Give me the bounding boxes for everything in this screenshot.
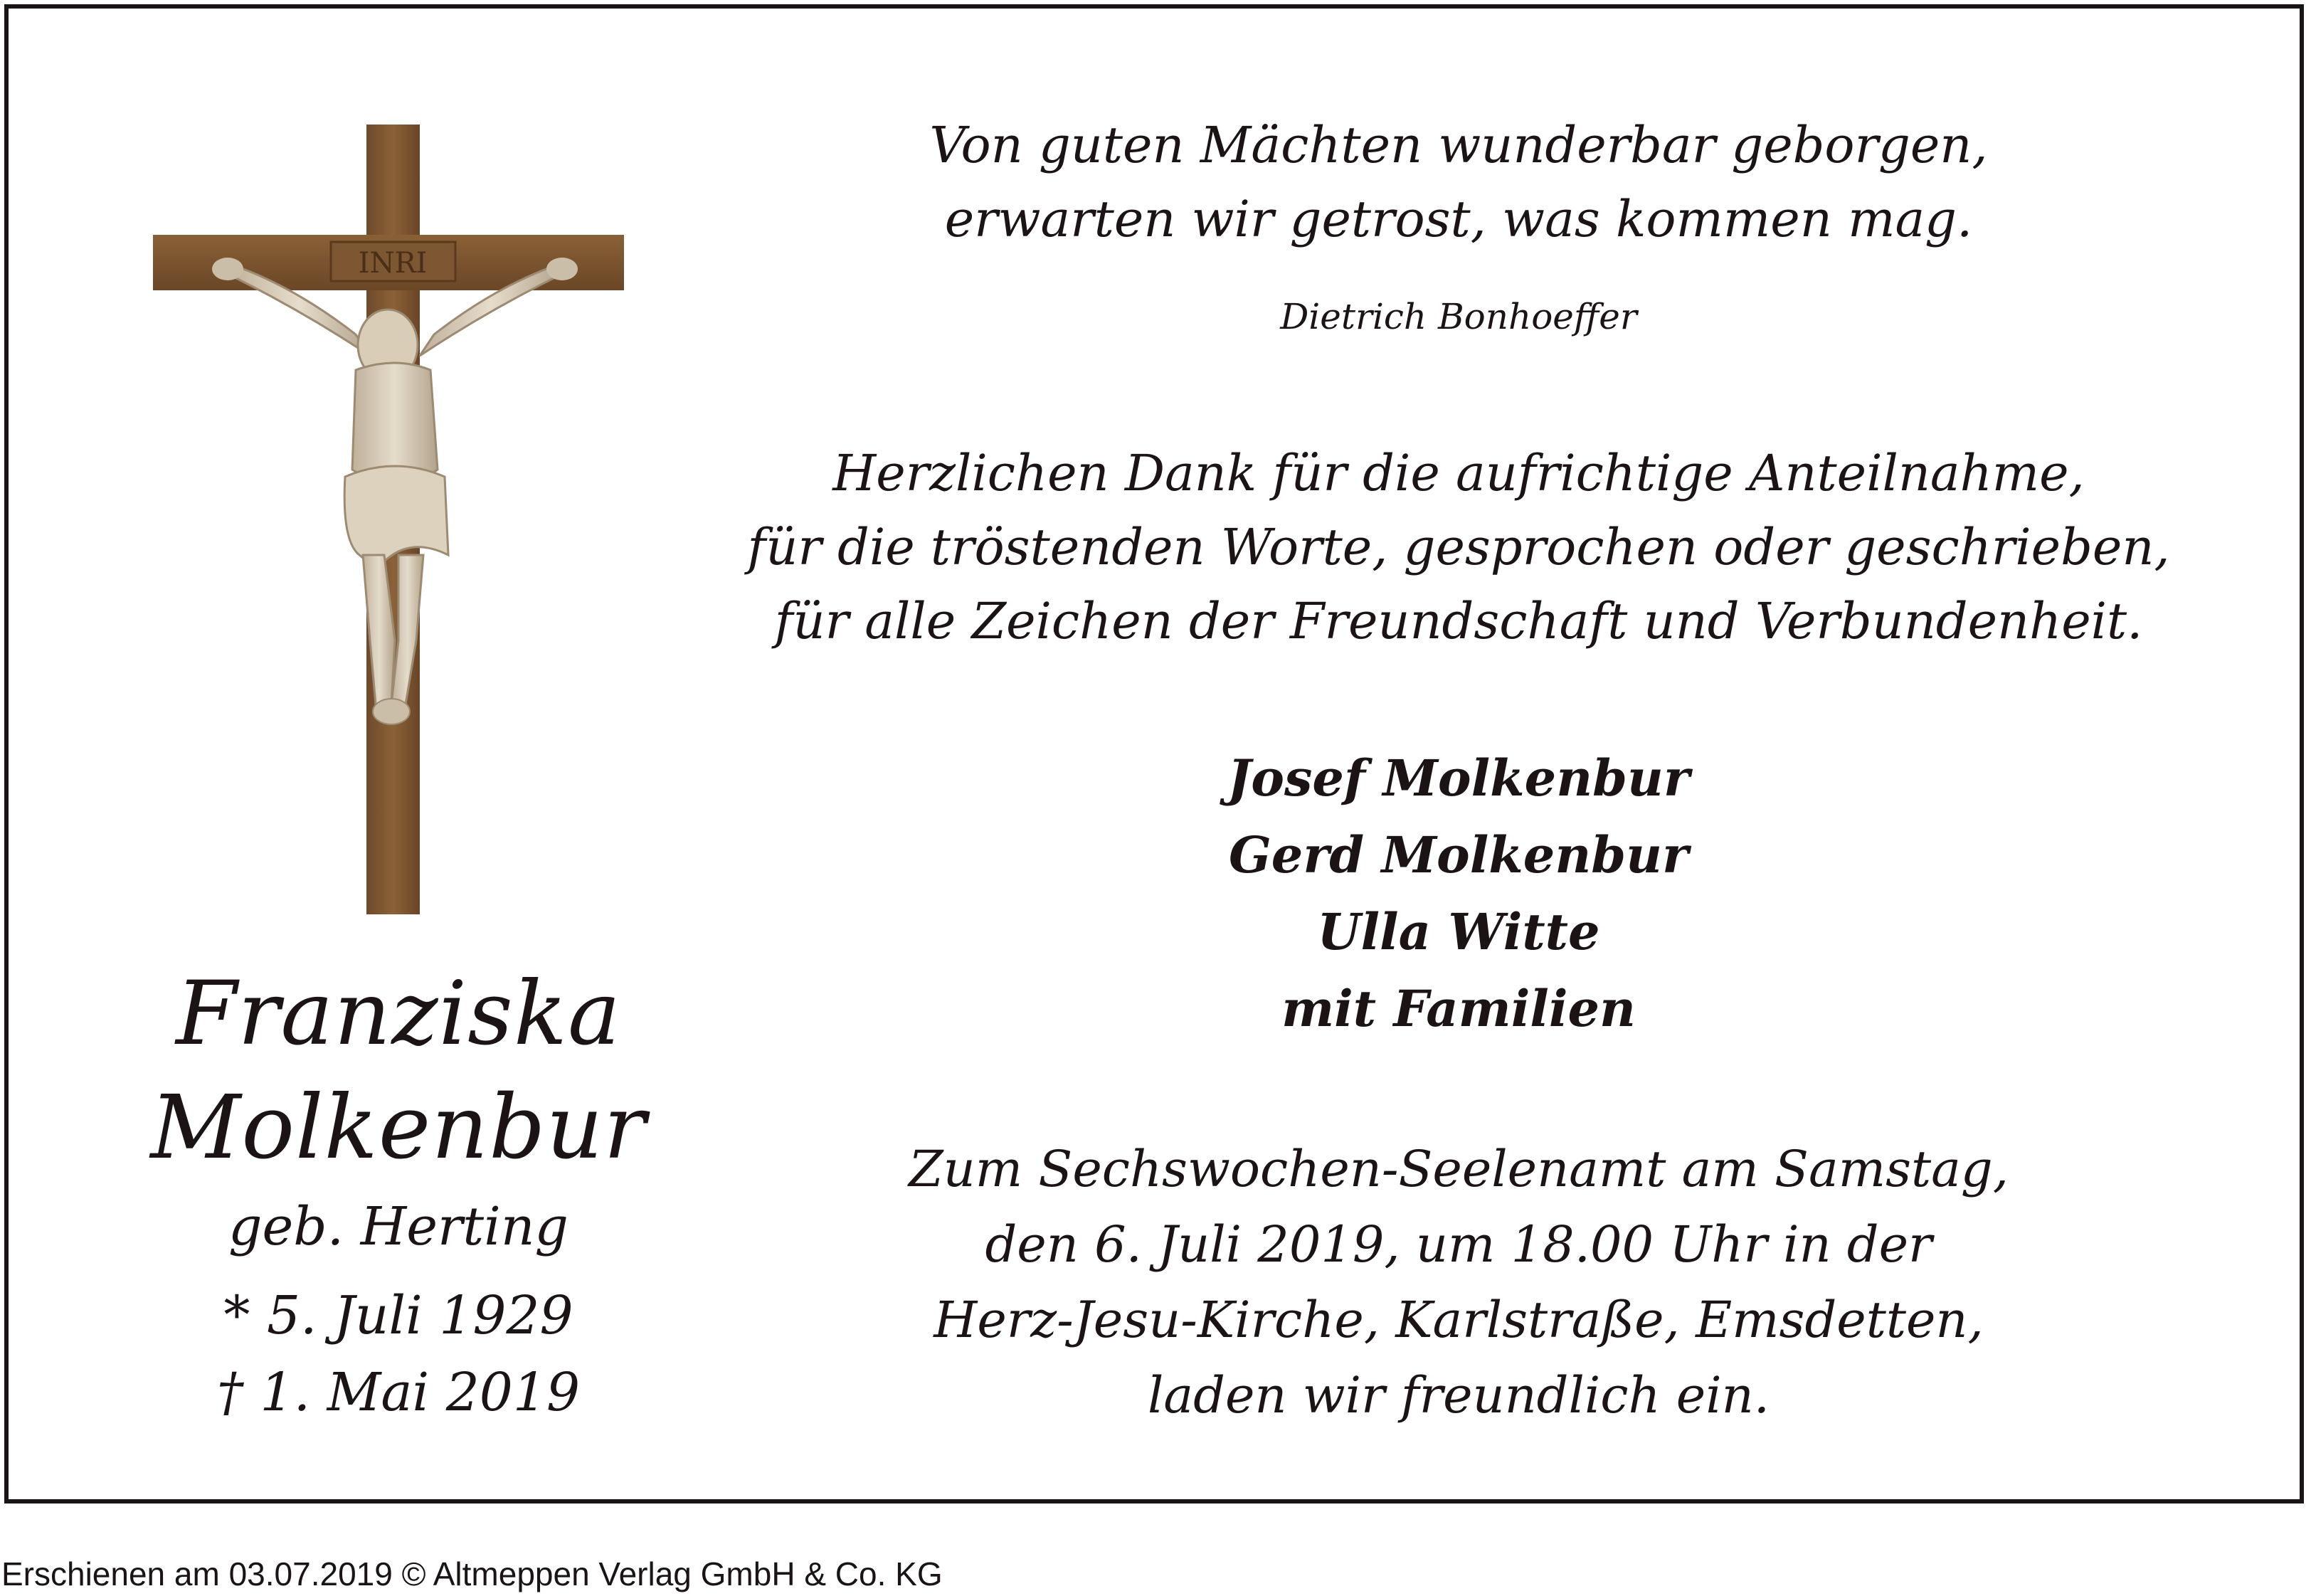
thanks-block [712,436,2206,658]
thanks-line: für die tröstenden Worte, gesprochen oder geschrieben, [747,518,2170,576]
inri-inscription: INRI [358,247,428,280]
invitation-line: Herz-Jesu-Kirche, Karlstraße, Emsdetten, [934,1291,1984,1349]
family-name: Gerd Molkenbur [1229,825,1688,884]
death-date: † 1. Mai 2019 [216,1362,581,1423]
family-name: Ulla Witte [1317,902,1600,961]
birth-date: * 5. Juli 1929 [223,1285,573,1346]
family-name: mit Familien [1281,979,1636,1038]
family-name: Josef Molkenbur [1227,749,1690,808]
family-block [712,740,2206,1047]
birth-name: geb. Herting [228,1196,569,1257]
invitation-line: Zum Sechswochen-Seelenamt am Samstag, [909,1140,2009,1198]
deceased-first-name: Franziska [176,963,621,1065]
quote-block [712,108,2206,256]
thanks-line: für alle Zeichen der Freundschaft und Verbundenheit. [774,592,2143,650]
crucifix-icon [149,100,626,918]
invitation-line: den 6. Juli 2019, um 18.00 Uhr in der [985,1215,1932,1274]
thanks-line: Herzlichen Dank für die aufrichtige Anteilnahme, [832,444,2085,502]
deceased-last-name: Molkenbur [150,1077,647,1179]
invitation-block [712,1131,2206,1433]
publication-footer: Erschienen am 03.07.2019 © Altmeppen Verlag GmbH & Co. KG [1,1555,943,1592]
quote-line: Von guten Mächten wunderbar geborgen, [929,116,1988,174]
quote-author: Dietrich Bonhoeffer [1280,296,1637,337]
quote-line: erwarten wir getrost, was kommen mag. [944,190,1973,248]
invitation-line: laden wir freundlich ein. [1148,1366,1770,1425]
